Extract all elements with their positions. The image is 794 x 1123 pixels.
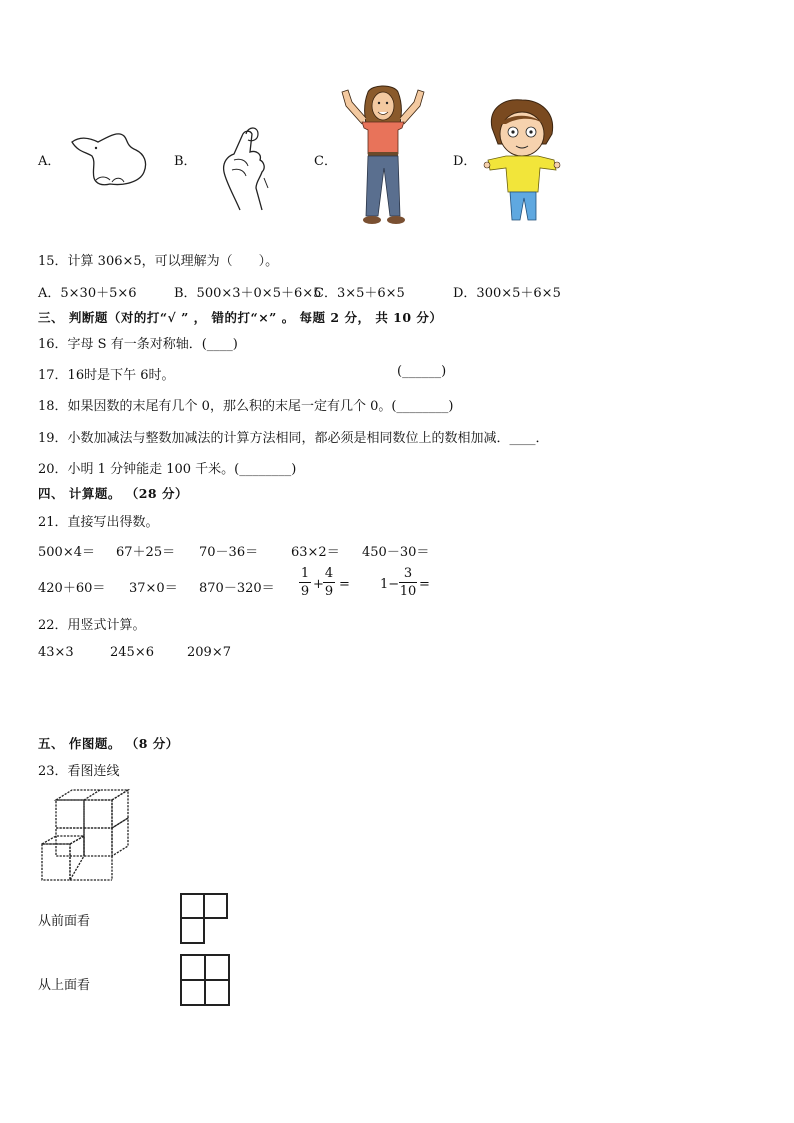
front-view-grid [180,893,230,945]
equals-sign: = [339,577,350,592]
calc-r1-c5: 450－30＝ [362,545,430,560]
denominator: 9 [324,584,334,599]
calc-r1-c4: 63×2＝ [291,545,340,560]
dove-hand-shadow-illustration [66,128,156,190]
vertical-calc-2: 245×6 [110,645,154,660]
q15-option-a: A．5×30＋5×6 [38,286,137,301]
fraction-4-9 [322,566,336,599]
cube-stack-figure [38,786,134,886]
q22: 22．用竖式计算。 [38,618,146,633]
numerator: 4 [324,566,334,581]
boy-arms-out-illustration [484,98,560,222]
option-c-label: C． [314,154,337,169]
woman-raising-hands-illustration [338,84,430,234]
q17-blank: (______) [397,364,447,379]
calc-r2-c1: 420＋60＝ [38,581,106,596]
section-5-title: 五、 作图题。 （8 分） [38,736,179,751]
q17-stem: 17．16时是下午 6时。 [38,368,175,383]
calc-r2-c3: 870－320＝ [199,581,275,596]
q18: 18．如果因数的末尾有几个 0，那么积的末尾一定有几个 0。(________) [38,399,454,414]
fraction-3-10 [398,566,418,599]
top-view-grid [180,954,232,1008]
numerator: 1 [300,566,310,581]
vertical-calc-1: 43×3 [38,645,74,660]
q16: 16．字母 S 有一条对称轴．(____) [38,337,238,352]
calc-r2-c2: 37×0＝ [129,581,178,596]
calc-r1-c3: 70－36＝ [199,545,259,560]
q15-option-d: D．300×5＋6×5 [453,286,561,301]
q19: 19．小数加减法与整数加减法的计算方法相同，都必须是相同数位上的数相加减．____． [38,431,549,446]
q21: 21．直接写出得数。 [38,515,159,530]
numerator: 3 [403,566,413,581]
option-a-label: A． [38,154,61,169]
vertical-calc-3: 209×7 [187,645,231,660]
q15-option-b: B．500×3＋0×5＋6×5 [174,286,322,301]
plus-sign: + [313,577,324,592]
q15-option-c: C．3×5＋6×5 [314,286,405,301]
fraction-1-9 [298,566,312,599]
calc-r1-c2: 67＋25＝ [116,545,176,560]
option-d-label: D． [453,154,477,169]
calc-r1-c1: 500×4＝ [38,545,95,560]
section-3-title: 三、 判断题（对的打“√ ” ， 错的打“×” 。 每题 2 分， 共 10 分） [38,310,443,325]
denominator: 9 [300,584,310,599]
equals-sign-2: = [419,577,430,592]
hand-gesture-illustration [212,126,274,214]
option-b-label: B． [174,154,197,169]
denominator: 10 [399,584,417,599]
top-view-label: 从上面看 [38,978,91,993]
front-view-label: 从前面看 [38,914,91,929]
one-minus: 1− [380,577,400,592]
q20: 20．小明 1 分钟能走 100 千米。(________) [38,462,297,477]
section-4-title: 四、 计算题。 （28 分） [38,486,188,501]
q15-stem: 15．计算 306×5，可以理解为（ ）。 [38,254,279,269]
q23: 23．看图连线 [38,764,120,779]
